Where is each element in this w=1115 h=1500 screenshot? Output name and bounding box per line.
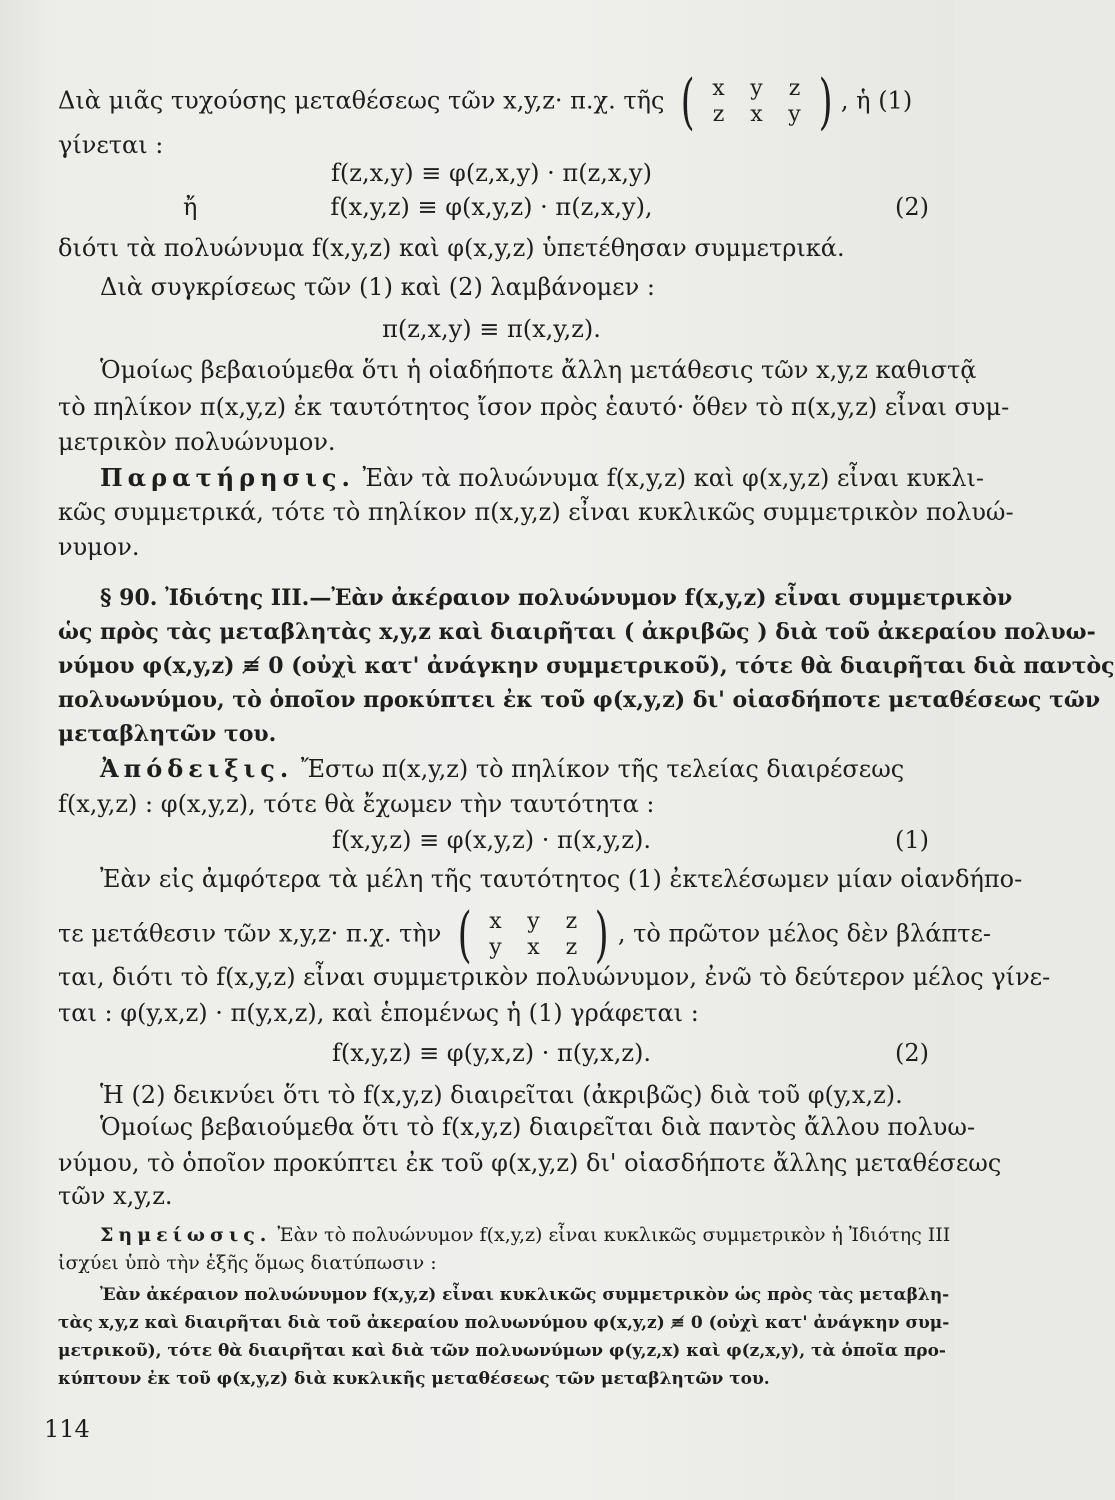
text-line: μετρικὸν πολυώνυμον. bbox=[58, 428, 336, 456]
text-line: Σημείωσις. Ἐὰν τὸ πολυώνυμον f(x,y,z) εἶναι κυκλικῶς συμμετρικὸν ἡ Ἰδιότης III bbox=[100, 1224, 951, 1246]
text-line: τὰς x,y,z καὶ διαιρῆται διὰ τοῦ ἀκεραίου πολυωνύμου φ(x,y,z) ≢ 0 (οὐχὶ κατ' ἀνάγκην συμ- bbox=[58, 1313, 950, 1333]
equation-number: (1) bbox=[895, 826, 929, 854]
text-line: διότι τὰ πολυώνυμα f(x,y,z) καὶ φ(x,y,z) ὑπετέθησαν συμμετρικά. bbox=[58, 234, 845, 262]
equation: ἤ f(x,y,z) ≡ φ(x,y,z) · π(z,x,y), bbox=[183, 193, 653, 221]
text-line: τὸ πηλίκον π(x,y,z) ἐκ ταυτότητος ἴσον πρὸς ἑαυτό· ὅθεν τὸ π(x,y,z) εἶναι συμ- bbox=[58, 393, 1010, 421]
text-line: ται, διότι τὸ f(x,y,z) εἶναι συμμετρικὸν πολυώνυμον, ἐνῶ τὸ δεύτερον μέλος γίνε- bbox=[58, 963, 1051, 991]
text-line: Παρατήρησις. Ἐὰν τὰ πολυώνυμα f(x,y,z) καὶ φ(x,y,z) εἶναι κυκλι- bbox=[100, 463, 984, 492]
text-line: κύπτουν ἐκ τοῦ φ(x,y,z) διὰ κυκλικῆς μεταθέσεως τῶν μεταβλητῶν του. bbox=[58, 1369, 770, 1389]
text-line: κῶς συμμετρικά, τότε τὸ πηλίκον π(x,y,z) εἶναι κυκλικῶς συμμετρικὸν πολυώ- bbox=[58, 498, 1014, 526]
equation: f(z,x,y) ≡ φ(z,x,y) · π(z,x,y) bbox=[331, 159, 652, 187]
note-label: Σημείωσις. bbox=[100, 1224, 272, 1246]
section-heading: § 90. Ἰδιότης III.—Ἐὰν ἀκέραιον πολυώνυμον f(x,y,z) εἶναι συμμετρικὸν bbox=[100, 585, 1013, 611]
text-line: νυμον. bbox=[58, 533, 140, 561]
equation: f(x,y,z) ≡ φ(x,y,z) · π(x,y,z). bbox=[332, 826, 651, 854]
text-line: ὡς πρὸς τὰς μεταβλητὰς x,y,z καὶ διαιρῆται ( ἀκριβῶς ) διὰ τοῦ ἀκεραίου πολυω- bbox=[58, 619, 1096, 645]
text-line: ται : φ(y,x,z) · π(y,x,z), καὶ ἑπομένως ἡ (1) γράφεται : bbox=[58, 999, 699, 1027]
text: , ἡ (1) bbox=[840, 86, 913, 115]
text-line: νύμου φ(x,y,z) ≢ 0 (οὐχὶ κατ' ἀνάγκην συμμετρικοῦ), τότε θὰ διαιρῆται διὰ παντὸς bbox=[58, 653, 1115, 679]
proof-label: Ἀπόδειξις. bbox=[100, 754, 294, 783]
text-line: Ἐὰν εἰς ἀμφότερα τὰ μέλη τῆς ταυτότητος (1) ἐκτελέσωμεν μίαν οἱανδήπο- bbox=[100, 865, 1023, 893]
text-line: ἰσχύει ὑπὸ τὴν ἑξῆς ὅμως διατύπωσιν : bbox=[58, 1252, 437, 1274]
permutation-matrix: ( x y z y x z ) bbox=[457, 900, 610, 970]
text-line: μετρικοῦ), τότε θὰ διαιρῆται καὶ διὰ τῶν πολυωνύμων φ(y,z,x) καὶ φ(z,x,y), τὰ ὁποῖα προ- bbox=[58, 1341, 946, 1361]
text-line: Ὁμοίως βεβαιούμεθα ὅτι ἡ οἱαδήποτε ἄλλη μετάθεσις τῶν x,y,z καθιστᾷ bbox=[100, 356, 977, 384]
text-line: Ἡ (2) δεικνύει ὅτι τὸ f(x,y,z) διαιρεῖται (ἀκριβῶς) διὰ τοῦ φ(y,x,z). bbox=[100, 1081, 903, 1109]
text-line: Διὰ συγκρίσεως τῶν (1) καὶ (2) λαμβάνομεν : bbox=[100, 273, 655, 301]
text-line: f(x,y,z) : φ(x,y,z), τότε θὰ ἔχωμεν τὴν ταυτότητα : bbox=[58, 790, 655, 818]
text-line: τε μετάθεσιν τῶν x,y,z· π.χ. τὴν ( x y z y x z ) , τὸ πρῶτον μέλος δὲν βλάπτε- bbox=[58, 900, 992, 970]
equation: f(x,y,z) ≡ φ(y,x,z) · π(y,x,z). bbox=[332, 1039, 651, 1067]
text-line: Ἐὰν ἀκέραιον πολυώνυμον f(x,y,z) εἶναι κυκλικῶς συμμετρικὸν ὡς πρὸς τὰς μεταβλη- bbox=[100, 1285, 950, 1305]
equation-number: (2) bbox=[895, 193, 929, 221]
text-line: πολυωνύμου, τὸ ὁποῖον προκύπτει ἐκ τοῦ φ(x,y,z) δι' οἱασδήποτε μεταθέσεως τῶν bbox=[58, 687, 1101, 713]
permutation-matrix: ( x y z z x y ) bbox=[680, 67, 833, 137]
text-line: τῶν x,y,z. bbox=[58, 1182, 173, 1210]
text-line: γίνεται : bbox=[58, 131, 164, 159]
text-line: Ἀπόδειξις. Ἔστω π(x,y,z) τὸ πηλίκον τῆς τελείας διαιρέσεως bbox=[100, 754, 905, 783]
text-line bbox=[58, 67, 925, 137]
text-line: Ὁμοίως βεβαιούμεθα ὅτι τὸ f(x,y,z) διαιρεῖται διὰ παντὸς ἄλλου πολυω- bbox=[100, 1113, 976, 1141]
remark-label: Παρατήρησις. bbox=[100, 463, 355, 492]
equation: π(z,x,y) ≡ π(x,y,z). bbox=[382, 315, 601, 343]
text-line: μεταβλητῶν του. bbox=[58, 721, 277, 747]
text-line: νύμου, τὸ ὁποῖον προκύπτει ἐκ τοῦ φ(x,y,z) δι' οἱασδήποτε ἄλλης μεταθέσεως bbox=[58, 1149, 1002, 1177]
page-number: 114 bbox=[44, 1415, 90, 1443]
text: Διὰ μιᾶς τυχούσης μεταθέσεως τῶν x,y,z· π.χ. τῆς bbox=[58, 86, 665, 115]
equation-number: (2) bbox=[895, 1039, 929, 1067]
